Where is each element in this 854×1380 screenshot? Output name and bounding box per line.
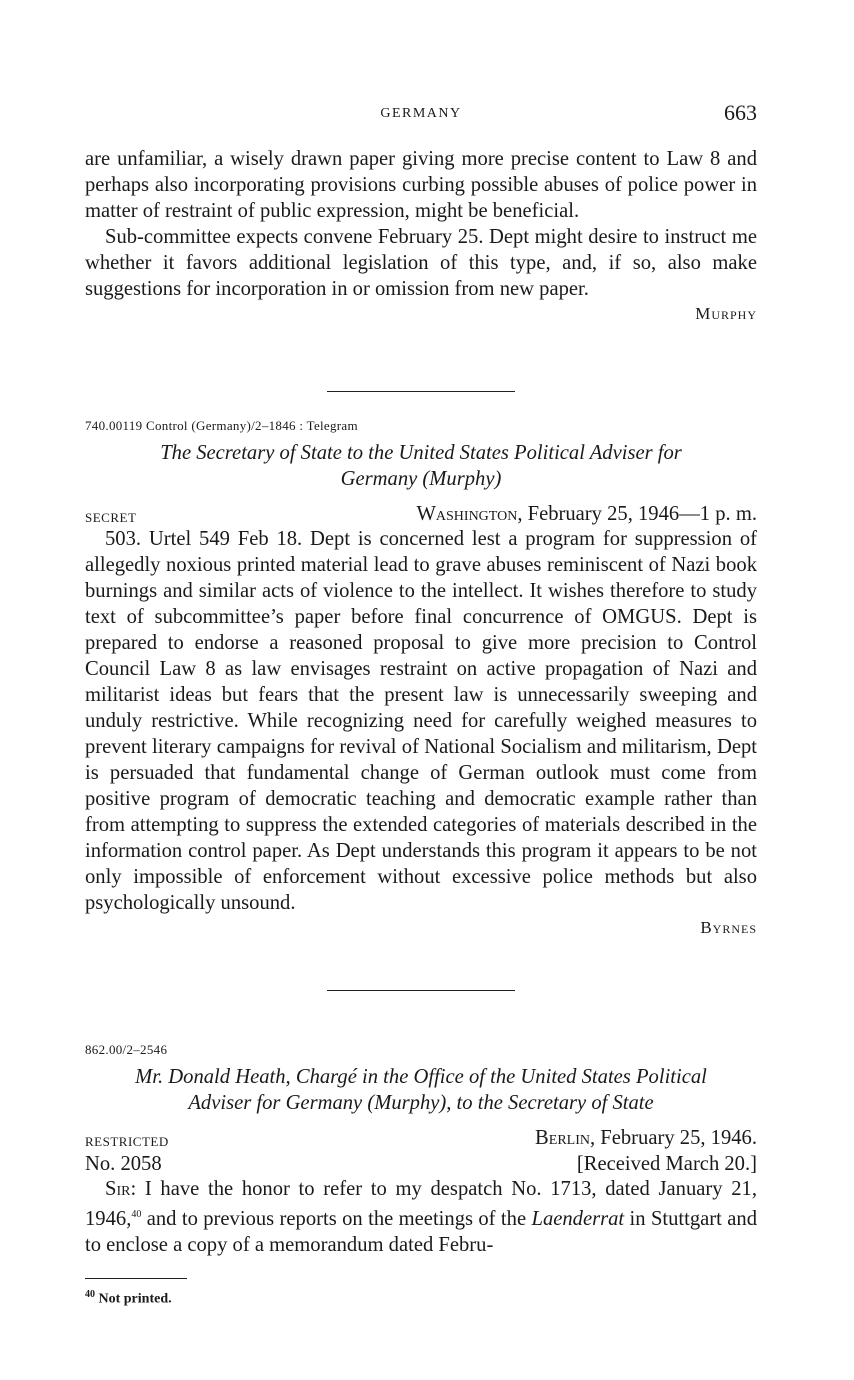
date-text: , February 25, 1946.	[589, 1127, 757, 1149]
place-name: Berlin	[535, 1127, 590, 1149]
classification-secret: SECRET	[85, 510, 137, 525]
document-title-line-1: The Secretary of State to the United States Political Adviser for	[160, 442, 682, 464]
page-header	[85, 100, 757, 130]
paragraph-continuation: are unfamiliar, a wisely drawn paper giving more precise content to Law 8 and perhaps also incorporating provisions curbing possible abuses of police power in matter of restraint of public expression, might be beneficial.	[85, 148, 757, 222]
section-rule-2	[85, 990, 757, 991]
dateline	[85, 500, 757, 526]
body-part-3: in Stuttgart and to enclose a copy of a memorandum dated Febru-	[85, 1207, 757, 1256]
file-reference: 740.00119 Control (Germany)/2–1846 : Telegram	[85, 418, 358, 433]
page-number: 663	[724, 100, 757, 125]
place-date	[416, 503, 757, 526]
paragraph-subcommittee: Sub-committee expects convene February 25. Dept might desire to instruct me whether it favors additional legislation of this type, and, if so, also make suggestions for incorporation in or omission from new paper.	[85, 226, 757, 300]
telegram-body: 503. Urtel 549 Feb 18. Dept is concerned lest a program for suppression of allegedly noxious printed material lead to grave abuses reminiscent of Nazi book burnings and similar acts of violence to the intellect. It wishes therefore to study text of subcommittee’s paper before final concurrence of OMGUS. Dept is prepared to endorse a reasoned proposal to give more precision to Control Council Law 8 as law envisages restraint on active propagation of Nazi and militarist ideas but fears that the present law is unnecessarily sweeping and unduly restrictive. While recognizing need for carefully weighed measures to prevent literary campaigns for revival of National Socialism and militarism, Dept is persuaded that fundamental change of German outlook must come from positive program of democratic teaching and democratic example rather than from attempting to suppress the extended categories of materials described in the information control paper. As Dept understands this program it appears to be not only impossible of enforcement without excessive police methods but also psychologically unsound.	[85, 528, 757, 914]
running-head: GERMANY	[380, 106, 462, 121]
dateline	[85, 1124, 757, 1150]
body-part-1: : I have the honor to refer to my despatch No. 1713, dated January 21, 1946,	[85, 1178, 757, 1230]
document-title-line-2: Germany (Murphy)	[340, 468, 502, 490]
section-divider	[327, 990, 515, 991]
date-text: , February 25, 1946—1 p. m.	[517, 503, 757, 525]
document-title-line-1: Mr. Donald Heath, Chargé in the Office of the United States Political	[135, 1066, 707, 1088]
salutation: Sir	[105, 1178, 131, 1200]
signature-byrnes: Byrnes	[700, 918, 757, 937]
footnote-mark: 40	[85, 1289, 95, 1300]
body-part-2: and to previous reports on the meetings of the	[141, 1207, 532, 1230]
place-date	[535, 1127, 757, 1150]
footnote-text: Not printed.	[95, 1291, 172, 1307]
place-name: Washington	[416, 503, 518, 525]
file-reference: 862.00/2–2546	[85, 1042, 168, 1057]
section-rule-1	[85, 391, 757, 392]
number-received-line	[85, 1150, 757, 1176]
footnote-40	[85, 1289, 757, 1308]
classification-restricted: RESTRICTED	[85, 1134, 169, 1149]
despatch-number: No. 2058	[85, 1153, 162, 1175]
signature-murphy: Murphy	[695, 304, 757, 323]
body-italic-term: Laenderrat	[531, 1207, 625, 1230]
document-title-line-2: Adviser for Germany (Murphy), to the Secretary of State	[188, 1092, 654, 1114]
footnote-reference: 40	[131, 1209, 142, 1220]
footnote-section	[85, 1278, 757, 1308]
section-heath-despatch	[85, 1042, 757, 1258]
footnote-rule	[85, 1278, 187, 1279]
section-divider	[327, 391, 515, 392]
section-murphy-telegram-end	[85, 146, 757, 324]
section-secretary-telegram	[85, 418, 757, 938]
received-date: [Received March 20.]	[576, 1153, 757, 1175]
despatch-body	[85, 1176, 757, 1258]
